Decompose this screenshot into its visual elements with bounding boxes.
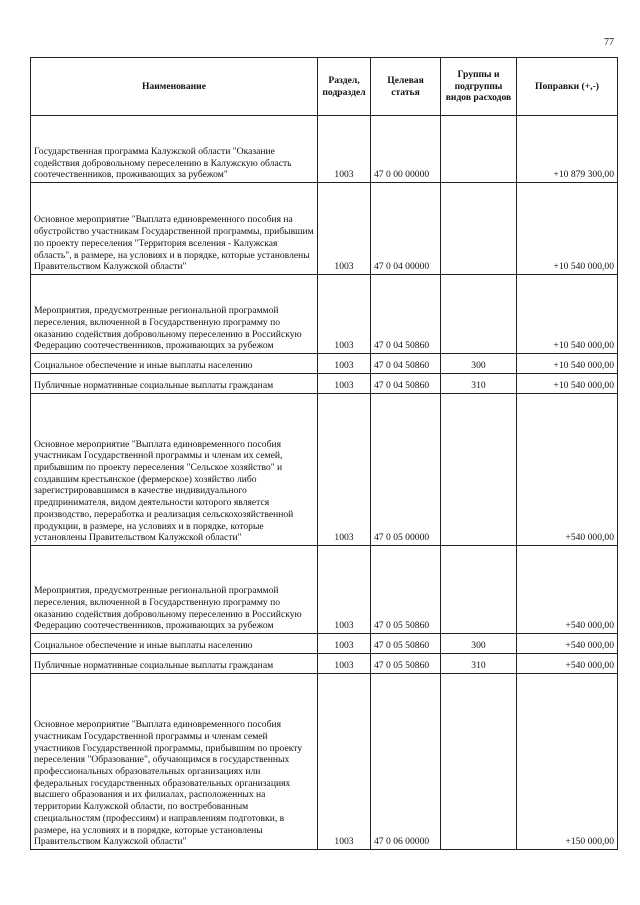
row-group: 310 — [441, 654, 517, 674]
row-amount: +10 540 000,00 — [517, 183, 618, 275]
row-target: 47 0 05 50860 — [371, 654, 441, 674]
row-group — [441, 394, 517, 546]
row-target: 47 0 04 50860 — [371, 275, 441, 354]
row-amount: +540 000,00 — [517, 546, 618, 634]
row-target: 47 0 06 00000 — [371, 674, 441, 850]
row-section: 1003 — [318, 354, 371, 374]
row-amount: +150 000,00 — [517, 674, 618, 850]
row-target: 47 0 05 50860 — [371, 546, 441, 634]
row-group — [441, 116, 517, 183]
row-group: 310 — [441, 374, 517, 394]
row-group: 300 — [441, 354, 517, 374]
table-row — [31, 634, 618, 654]
table-row — [31, 183, 618, 275]
row-group — [441, 183, 517, 275]
row-name: Мероприятия, предусмотренные региональной программой переселения, включенной в Государственную программу по оказанию содействия добровольному переселению в Российскую Федерацию соотечественников, проживающих за рубежом — [31, 275, 318, 354]
row-target: 47 0 00 00000 — [371, 116, 441, 183]
row-target: 47 0 04 50860 — [371, 354, 441, 374]
table-row — [31, 354, 618, 374]
row-group — [441, 674, 517, 850]
header-section: Раздел, подраздел — [318, 58, 371, 116]
row-section: 1003 — [318, 394, 371, 546]
budget-amendments-table — [30, 57, 618, 850]
row-section: 1003 — [318, 275, 371, 354]
table-row — [31, 394, 618, 546]
table-row — [31, 674, 618, 850]
row-target: 47 0 04 00000 — [371, 183, 441, 275]
row-name: Публичные нормативные социальные выплаты гражданам — [31, 654, 318, 674]
row-name: Основное мероприятие "Выплата единовременного пособия участникам Государственной программы и членам их семей, прибывшим по проекту переселения "Сельское хозяйство" и создавшим крестьянское (фермерское) хозяйство либо зарегистрировавшимся в качестве индивидуального предпринимателя, видом деятельности которого является производство, переработка и реализация сельскохозяйственной продукции, в размере, на условиях и в порядке, которые установлены Правительством Калужской области" — [31, 394, 318, 546]
row-name: Мероприятия, предусмотренные региональной программой переселения, включенной в Государственную программу по оказанию содействия добровольному переселению в Российскую Федерацию соотечественников, проживающих за рубежом — [31, 546, 318, 634]
row-section: 1003 — [318, 183, 371, 275]
header-name: Наименование — [31, 58, 318, 116]
row-section: 1003 — [318, 674, 371, 850]
row-amount: +10 540 000,00 — [517, 354, 618, 374]
table-row — [31, 374, 618, 394]
header-groups: Группы и подгруппы видов расходов — [441, 58, 517, 116]
header-amendments: Поправки (+,-) — [517, 58, 618, 116]
table-header-row — [31, 58, 618, 116]
row-section: 1003 — [318, 634, 371, 654]
row-group — [441, 546, 517, 634]
table-row — [31, 275, 618, 354]
row-amount: +10 879 300,00 — [517, 116, 618, 183]
row-target: 47 0 05 50860 — [371, 634, 441, 654]
row-name: Социальное обеспечение и иные выплаты населению — [31, 634, 318, 654]
table-row — [31, 116, 618, 183]
row-name: Основное мероприятие "Выплата единовременного пособия участникам Государственной программы и членам семей участников Государственной программы, прибывшим по проекту переселения "Образование", обучающимся в государственных профессиональных образовательных организациях или федеральных государственных образовательных организациях высшего образования и их филиалах, расположенных на территории Калужской области, по востребованным специальностям (профессиям) и направлениям подготовки, в размере, на условиях и в порядке, которые установлены Правительством Калужской области" — [31, 674, 318, 850]
row-section: 1003 — [318, 546, 371, 634]
row-section: 1003 — [318, 654, 371, 674]
row-name: Социальное обеспечение и иные выплаты населению — [31, 354, 318, 374]
row-amount: +540 000,00 — [517, 394, 618, 546]
row-group: 300 — [441, 634, 517, 654]
row-amount: +10 540 000,00 — [517, 374, 618, 394]
row-section: 1003 — [318, 116, 371, 183]
row-name: Основное мероприятие "Выплата единовременного пособия на обустройство участникам Государственной программы, прибывшим по проекту переселения "Территория вселения - Калужская область", в размере, на условиях и в порядке, которые установлены Правительством Калужской области" — [31, 183, 318, 275]
row-name: Публичные нормативные социальные выплаты гражданам — [31, 374, 318, 394]
row-name: Государственная программа Калужской области "Оказание содействия добровольному переселению в Калужскую область соотечественников, проживающих за рубежом" — [31, 116, 318, 183]
row-target: 47 0 04 50860 — [371, 374, 441, 394]
table-row — [31, 546, 618, 634]
row-target: 47 0 05 00000 — [371, 394, 441, 546]
page-number: 77 — [604, 37, 614, 48]
row-section: 1003 — [318, 374, 371, 394]
table-row — [31, 654, 618, 674]
row-amount: +540 000,00 — [517, 634, 618, 654]
header-target: Целевая статья — [371, 58, 441, 116]
row-amount: +540 000,00 — [517, 654, 618, 674]
row-group — [441, 275, 517, 354]
row-amount: +10 540 000,00 — [517, 275, 618, 354]
